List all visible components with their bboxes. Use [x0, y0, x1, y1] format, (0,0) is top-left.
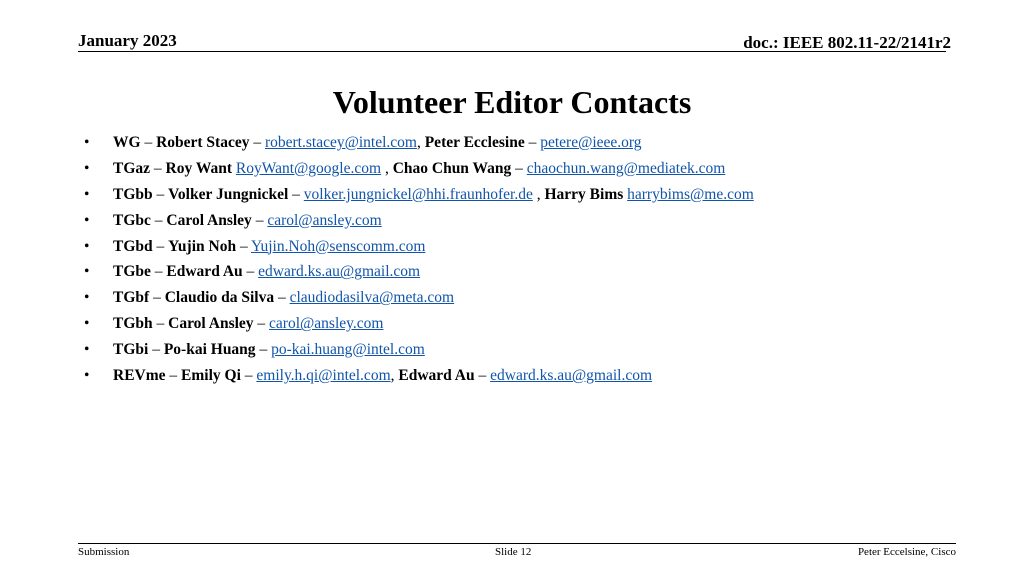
editor-name: Edward Au [398, 367, 475, 385]
editor-name: Peter Ecclesine [424, 134, 525, 151]
separator: – [257, 315, 266, 333]
editor-email-link[interactable]: edward.ks.au@gmail.com [490, 367, 653, 385]
editor-name: Robert Stacey [156, 134, 250, 151]
contact-item: • TGaz – Roy Want RoyWant@google.com , Chao Chun Wang – chaochun.wang@mediatek.com [84, 158, 754, 184]
editor-email-link[interactable]: po-kai.huang@intel.com [271, 341, 425, 359]
trailing-punctuation: , [390, 367, 395, 385]
bullet-icon: • [84, 341, 90, 359]
editor-name: Po-kai Huang [163, 341, 256, 359]
editor-email-link[interactable]: emily.h.qi@intel.com [256, 367, 391, 385]
separator: – [259, 341, 268, 359]
contact-group: TGbi [113, 341, 149, 359]
separator: – [292, 185, 300, 203]
editor-name: Yujin Noh [168, 237, 237, 255]
contact-item: • TGbf – Claudio da Silva – claudiodasilva@meta.com [84, 287, 754, 313]
bullet-icon: • [84, 159, 90, 177]
editor-email-link[interactable]: carol@ansley.com [267, 211, 382, 229]
contact-item: • TGbi – Po-kai Huang – po-kai.huang@intel.com [84, 339, 754, 365]
contact-group: TGbd [113, 237, 153, 255]
separator: – [277, 289, 286, 307]
bullet-icon: • [84, 315, 90, 333]
contacts-list [84, 132, 754, 391]
separator: – [478, 367, 487, 385]
header-date: January 2023 [78, 31, 177, 50]
editor-email-link[interactable]: petere@ieee.org [540, 134, 642, 151]
bullet-icon: • [84, 185, 90, 203]
trailing-punctuation: , [416, 134, 421, 151]
contact-item: • TGbc – Carol Ansley – carol@ansley.com [84, 210, 754, 236]
separator: – [255, 211, 264, 229]
footer-slide-number: Slide 12 [495, 546, 532, 558]
footer-submission: Submission [78, 546, 130, 558]
editor-name: Edward Au [166, 263, 243, 281]
separator: – [528, 134, 537, 151]
contact-item: • TGbb – Volker Jungnickel – volker.jungnickel@hhi.fraunhofer.de , Harry Bims harrybims@me.com [84, 184, 754, 210]
contact-item: • TGbh – Carol Ansley – carol@ansley.com [84, 313, 754, 339]
bullet-icon: • [84, 367, 90, 385]
header-divider [78, 51, 946, 52]
separator: – [244, 367, 253, 385]
editor-name: Harry Bims [544, 185, 624, 203]
contact-item: • REVme – Emily Qi – emily.h.qi@intel.com, Edward Au – edward.ks.au@gmail.com [84, 365, 754, 391]
editor-email-link[interactable]: Yujin.Noh@senscomm.com [251, 237, 426, 255]
editor-name: Volker Jungnickel [168, 185, 289, 203]
editor-name: Claudio da Silva [164, 289, 275, 307]
footer-divider [78, 543, 956, 544]
slide-title: Volunteer Editor Contacts [332, 84, 692, 120]
separator: – [515, 159, 523, 177]
contact-group: TGbc [113, 211, 151, 229]
trailing-punctuation: , [381, 159, 389, 177]
editor-name: Emily Qi [181, 367, 241, 385]
contact-group: WG [113, 134, 141, 151]
bullet-icon: • [84, 263, 90, 281]
editor-email-link[interactable]: claudiodasilva@meta.com [289, 289, 455, 307]
trailing-punctuation: , [532, 185, 541, 203]
contact-group: TGaz [113, 159, 151, 177]
contact-group: TGbf [113, 289, 150, 307]
editor-email-link[interactable]: chaochun.wang@mediatek.com [526, 159, 726, 177]
contact-group: TGbb [113, 185, 153, 203]
editor-name: Roy Want [165, 159, 232, 177]
editor-name: Chao Chun Wang [392, 159, 512, 177]
bullet-icon: • [84, 211, 90, 229]
contact-item: • TGbe – Edward Au – edward.ks.au@gmail.com [84, 261, 754, 287]
editor-email-link[interactable]: volker.jungnickel@hhi.fraunhofer.de [303, 185, 533, 203]
editor-email-link[interactable]: robert.stacey@intel.com [264, 134, 417, 151]
contact-item: • TGbd – Yujin Noh – Yujin.Noh@senscomm.com [84, 236, 754, 262]
header-doc-id: doc.: IEEE 802.11-22/2141r2 [743, 33, 951, 52]
bullet-icon: • [84, 289, 90, 307]
editor-email-link[interactable]: RoyWant@google.com [235, 159, 382, 177]
separator: – [253, 134, 262, 151]
separator: – [246, 263, 255, 281]
contact-item: • WG – Robert Stacey – robert.stacey@intel.com, Peter Ecclesine – petere@ieee.org [84, 132, 754, 158]
separator: – [239, 237, 248, 255]
editor-name: Carol Ansley [168, 315, 254, 333]
bullet-icon: • [84, 237, 90, 255]
contact-group: TGbe [113, 263, 151, 281]
contact-group: TGbh [113, 315, 153, 333]
editor-email-link[interactable]: harrybims@me.com [627, 185, 754, 203]
editor-email-link[interactable]: carol@ansley.com [269, 315, 384, 333]
editor-email-link[interactable]: edward.ks.au@gmail.com [258, 263, 421, 281]
bullet-icon: • [84, 134, 90, 151]
contact-group: REVme [113, 367, 166, 385]
footer-author: Peter Eccelsine, Cisco [857, 546, 956, 558]
editor-name: Carol Ansley [166, 211, 252, 229]
